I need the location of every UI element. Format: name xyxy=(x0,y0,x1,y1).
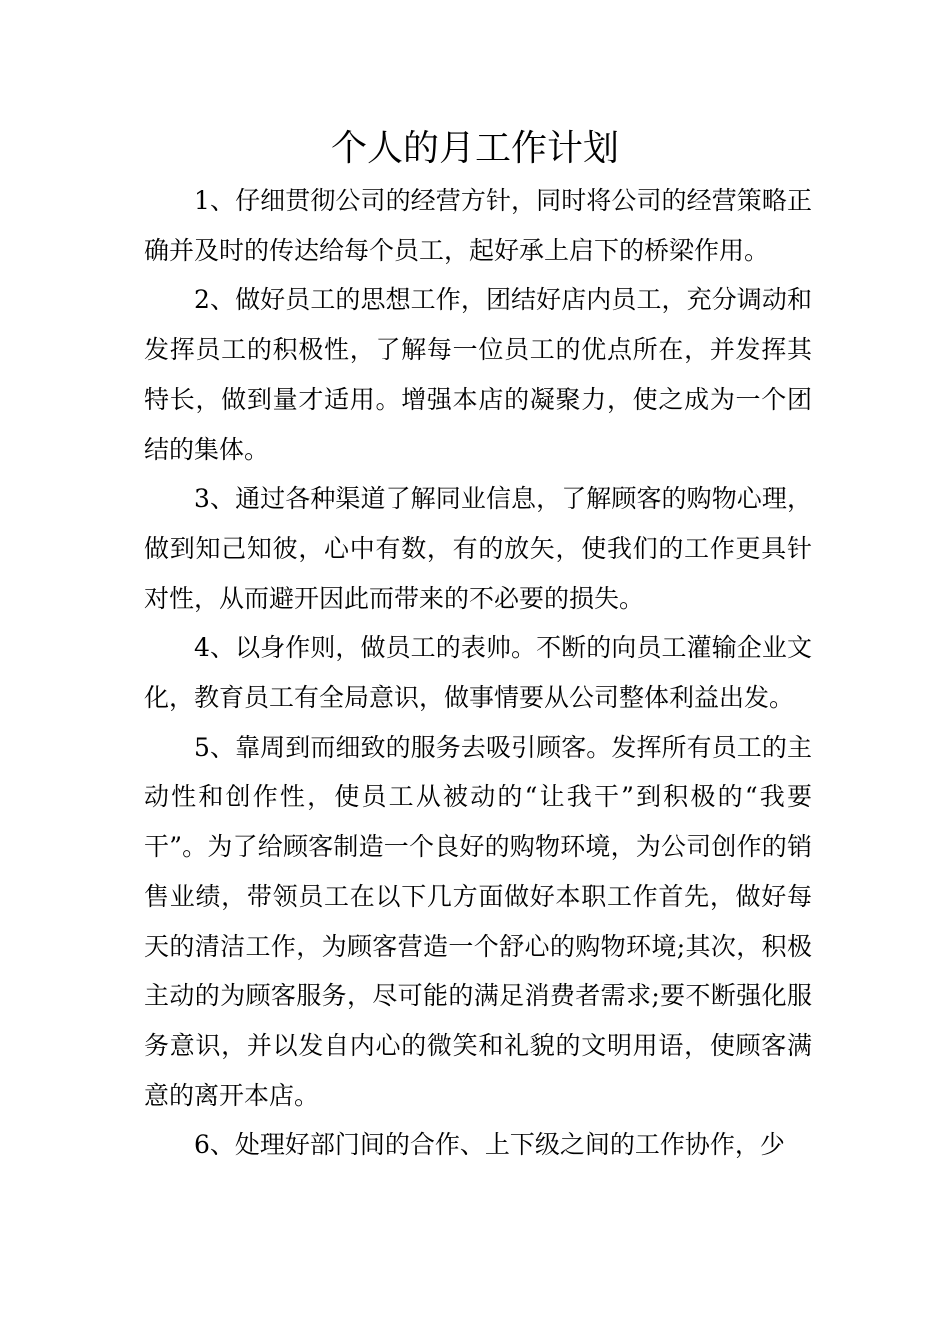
paragraph-4: 4、以身作则，做员工的表帅。不断的向员工灌输企业文化，教育员工有全局意识，做事情要从公司整体利益出发。 xyxy=(144,633,812,713)
paragraph-1: 1、仔细贯彻公司的经营方针，同时将公司的经营策略正确并及时的传达给每个员工，起好承上启下的桥梁作用。 xyxy=(144,186,812,265)
paragraph-3: 3、通过各种渠道了解同业信息，了解顾客的购物心理，做到知己知彼，心中有数，有的放矢，使我们的工作更具针对性，从而避开因此而带来的不必要的损失。 xyxy=(144,484,812,613)
paragraph-2: 2、做好员工的思想工作，团结好店内员工，充分调动和发挥员工的积极性，了解每一位员工的优点所在，并发挥其特长，做到量才适用。增强本店的凝聚力，使之成为一个团结的集体。 xyxy=(144,285,812,464)
paragraph-6: 6、处理好部门间的合作、上下级之间的工作协作，少 xyxy=(194,1130,785,1160)
paragraph-5: 5、靠周到而细致的服务去吸引顾客。发挥所有员工的主动性和创作性，使员工从被动的“让我干”到积极的“我要干”。为了给顾客制造一个良好的购物环境，为公司创作的销售业绩，带领员工在以下几方面做好本职工作首先，做好每天的清洁工作，为顾客营造一个舒心的购物环境;其次，积极主动的为顾客服务，尽可能的满足消费者需求;要不断强化服务意识，并以发自内心的微笑和礼貌的文明用语，使顾客满意的离开本店。 xyxy=(144,732,812,1110)
document-title: 个人的月工作计划 xyxy=(330,128,619,169)
document-body xyxy=(144,176,812,1170)
